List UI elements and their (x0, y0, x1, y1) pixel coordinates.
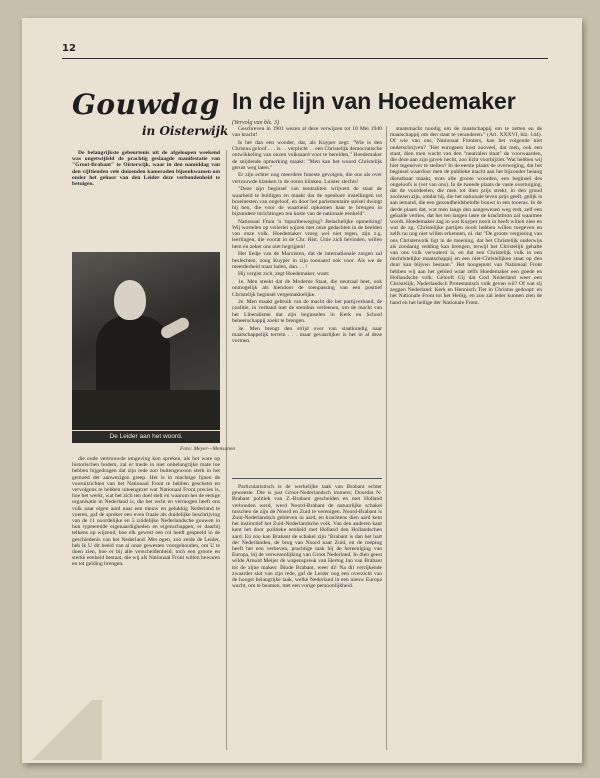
continued-note: (Vervolg van blz. 3) (232, 120, 279, 126)
paragraph: 3e. Men brengt den strijd over van staatkundig naar maatschappelijk terrein . . . maar gevaarlijker is het in al deze vormen. (232, 325, 382, 344)
paragraph: Hij vergist zich, zegt Hoedemaker, want: (238, 271, 330, 278)
paragraph: staatsmacht noodig om de maatschappij om te zetten en de maatschappij om den staat te veranderen." (Art. XXXVI, blz. 144). Of wie van ons, Nationaal Fronters, kan het volgende niet onderschrijven? "Het eurogeest kost zooveel, dat men, ook een staat, dien men wacht van den "neutralen staat" de voorwaarden, die deze aan zijn gaven hecht, zoo licht voorbijziet. Wat hebben wij hier tegenover te stellen? In de eerste plaats de overweging, dat het beginsel waardoor men de publieke macht aan het bijzonder belang dienstbaar maakt, trots alle groote woorden, een beginsel des ongeloofs is (vet van ons). In de tweede plaats de vaste overtuiging, dat de voordeelen, die men tot dien prijs strekt, in den grond zoolezen zijn, omdat hij, die het nationale leven prijs geeft, gelijk is aan iemand, die een gezondheidsbelofte bouwt in een moeras. In de derde plaats dat, wat men langs den aangewezen weg redt, zelf een gebalde verlies, dat het ten langen laste de krachtbron zal waarmee wordt. Hoedemaker zag in wat Kuyper nooit in heeft willen zien en wat de zg. Christelijke partijen nooit hebben willen toegeven en zelfs nu nog niet willen erkennen, nl. dat "De groote vergissing van ons Christenvolk ligt in de meening, dat het Christelijk onderwijs als zoodanig redding kan brengen, terwijl het Christelijk gehalte van ons volk verwaterd is, en dat een Christelijk volk in een onchristelijke maatschappij en een niet-Christelijken staat op den duur kan blijven bestaan." Het hoogepunt van Nationaal Front hebben wij aan het gebied waar zelfs Hoedemaker een goede en Hollandsche volk. Gelooft Gij dat God Nederland weer een Christelijk, Nederlandsch Protestantsch volk geven wil? Of wat zij zeggen Nederland: Kerk en Hennisch Tiet in Christus gedoopt: en het Nationale Front tot het Heilig, en zoo zal ieder kunnen zien de hand en het heilige der Nationale Front. (390, 126, 542, 306)
left-article-subtitle: in Oisterwijk (142, 124, 229, 138)
photo-caption: De Leider aan het woord. (72, 431, 220, 443)
leader-photo (72, 252, 220, 430)
left-article-intro (72, 150, 220, 245)
column-divider (386, 126, 387, 750)
paragraph: 1e. Men steekt dat de Moderne Staat, die neutraal heet, ook onmogelijk als hiendoor de toenpassing van een positief Christelijk beginsel vergemakkelijke. (232, 279, 382, 298)
header-rule (62, 58, 548, 59)
right-article-title: In de lijn van Hoedemaker (232, 88, 516, 114)
paragraph: "Deze zijn beginsel van neutraliteit wrijvent de staat de waarheid te huldigen en maakt dat de openbare instellingen tot broeinesten van ongeloof, en door het parlementaire stelsel dwingt hij hen, die voor de waarheid opkomen haar te brengen in bijzondere inrichtingen ten koste van de nationale eenheid". (232, 186, 382, 218)
paragraph: 2e. Men maakt gebruik van de macht die het partijverband, de coalitie, in verband met de stembus verleenen, om de macht van het Liberalisme dat zijn beginselen in Kerk en School beheerschappij zoekt te brengen. (232, 299, 382, 324)
paragraph: Nationaal Front 'n 'mpurtbeweging? Belachelijke opmerking! Wij wortelen op veilerlei wijzen met onze gedachten in de beelden van onze volk. Hoedemaker vroeg wel niet tegen, zijn z.g. leerlingen, die voorat in de Chr. Hist. Unie zich bevinden, willen hem en zeker ons niet begrijpen! (232, 218, 382, 250)
right-article-column-2 (232, 484, 382, 754)
paragraph: Is het dan een wonder, dat, als Kuyper zegt: "Wie is den Christus geloof . . . is . . verplicht . . een Christelijk democratische ontwikkeling van onzen volksaard voor te bereiden," Hoedemaker de snijdende opmerking maakt: "Men kan het woord Christelijk gerust weg laten." (232, 139, 382, 171)
right-article-column-3 (390, 126, 542, 754)
paragraph: Particularistisch is de werkelijke taak van Brabant echter geweeste. Die is just Groot-Nederlandsch immers; Doordat N-Brabant politiek van Z.-Brabant gescheiden en met Holland verbonden werd, werd Noord-Brabant de natuurlijke schakel tusschen de zijn de Noord en Zuid te verenigen. Noord-Brabant is Zuid-Nederlandsch gebleven in aard, en krachtens dien aard kent het instinctief het Zuid-Nederlandsche volk. Van den anderen kant kent het door politieke eenheid met Holland den Hollandschen aard. En zoo kan Brabant de schakel zijn "Brabant is dan het hart der Nederlanden, de brug van Noord naar Zuid, en de roeping heeft het een verheven, prachtige taak bij de hereeniging van Europa, bij de verwezenlijking van Groot Nederland. In dien geest wilde Arnold Meijer de wapenspreuk van Hertog Jan van Brabant tot de zijne maken: Blode Brabant, weer di! Na dit verrijkende zwaarder slot van zijn rede, gaf de Leider nog een overzicht van de hoogst belangrijke taak, welke Nederland in een nieuw Europa wacht, om te beamen, met een vurige persoonlijkheid. (232, 484, 382, 590)
paragraph: Geschreven in 1901 wezen al deze verwijzen tot 10 Mei 1940 van kracht! (232, 126, 382, 139)
paragraph: Er zijn echter nog meerdere funeste gevolgen, die ons als over vertrouwde klanken in de ooren klinken. Luister slechts! (232, 172, 382, 185)
section-rule (232, 478, 382, 479)
body-paragraph: die oude vertrouwde omgeving kon spreken, als het ware op historischen bodem, zal er mede in niet onbelangrijke mate toe hebben bijgedragen dat zijn rede zoo buitengewoon sterk in het gemoed der aanwezigen greep. Het is in machtige lijnen de vooruitzichten van het Nationaal Front te hebben geschetst en vervolgens te hebben uiteengezet wat Nationaal Front precies is, hoe het werkt, wat het zich ten doel stelt en waarom het de eenige organisatie in Nederland is, die het recht en vermogen heeft ons volk naar eigen aard naar een nieuw en gelukkig Nederland te voeren, gaf de spreker een even fraaie als duidelijke beschrijving van de 11 noordelijke en 5 zuidelijke Nederlandsche gouwen in hun typeerende eigenaardigheden en eigenschappen, er daarbij telkens op wijzend, hoe elk gewest een rol heeft gespeeld in de geschiedenis van het Nederland. Met ogen, zoo zeide de Leider, heb ik U dit beeld van al onze gewesten voorgehouden, om U te doen zien, hoe er bij alle verscheidenheid, toch een groote en sterke eenheid bestaat, die wij als Nationaal Front willen bewaren en tot gelding brengen. (72, 456, 220, 568)
paragraph: Het liedje van de Marxisten, dat de internationale zorgen zal beslechten, zong Kuyper in zijn toonaard ook voor. Als we de meerderheid maar halen, dan. . . ! (232, 251, 382, 270)
intro-paragraph: De belangrijkste gebeurtenis uit de afgeloopen weekend was ongetwijfeld de prachtig geslaagde manifestatie van "Groot-Brabant" te Oisterwijk, waar in den namiddag van den vijftienden vele duizenden kameraden bijeenkwamen om onder het gehoor van den Leider deze verbondenheid te betuigen. (72, 150, 220, 188)
page-number: 12 (62, 43, 76, 54)
left-article-body (72, 456, 220, 754)
left-article-title: Gouwdag (72, 88, 220, 121)
photo-credit: Foto: Meyer—Mensanen (180, 446, 236, 452)
right-article-column-1 (232, 126, 382, 478)
